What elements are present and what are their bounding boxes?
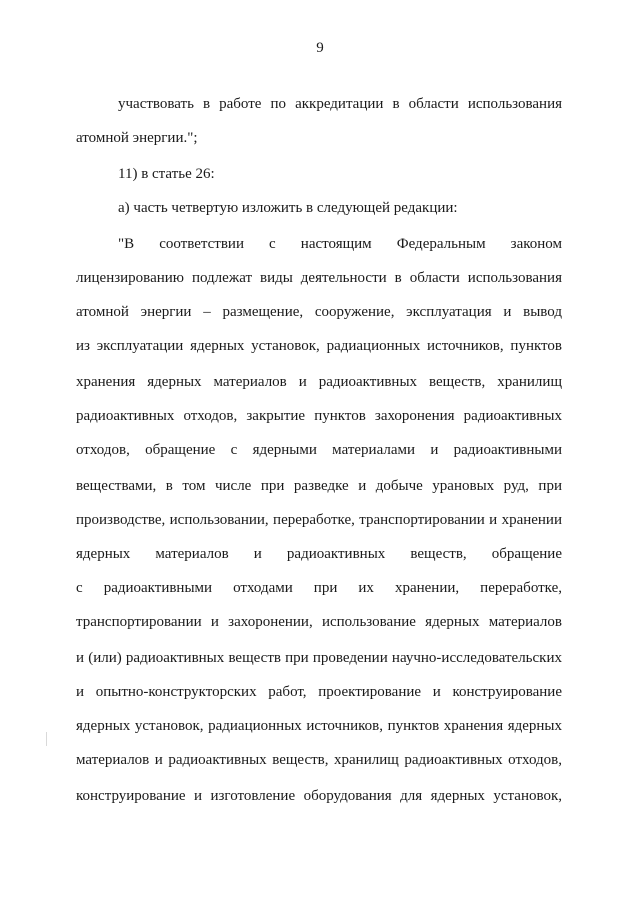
text-line: атомной энергии – размещение, сооружение, эксплуатация и вывод — [76, 304, 562, 320]
text-line: 11) в статье 26: — [118, 166, 215, 182]
text-line: веществами, в том числе при разведке и добыче урановых руд, при — [76, 478, 562, 494]
text-line: а) часть четвертую изложить в следующей редакции: — [118, 200, 458, 216]
page-number: 9 — [316, 40, 324, 56]
text-line: транспортировании и захоронении, использование ядерных материалов — [76, 614, 562, 630]
text-line: ядерных установок, радиационных источников, пунктов хранения ядерных — [76, 718, 562, 734]
text-line: лицензированию подлежат виды деятельности в области использования — [76, 270, 562, 286]
text-line: материалов и радиоактивных веществ, хранилищ радиоактивных отходов, — [76, 752, 562, 768]
text-line: хранения ядерных материалов и радиоактивных веществ, хранилищ — [76, 374, 562, 390]
text-line: отходов, обращение с ядерными материалами и радиоактивными — [76, 442, 562, 458]
text-line: радиоактивных отходов, закрытие пунктов захоронения радиоактивных — [76, 408, 562, 424]
text-line: производстве, использовании, переработке, транспортировании и хранении — [76, 512, 562, 528]
text-line: ядерных материалов и радиоактивных веществ, обращение — [76, 546, 562, 562]
text-line: конструирование и изготовление оборудования для ядерных установок, — [76, 788, 562, 804]
text-line: из эксплуатации ядерных установок, радиационных источников, пунктов — [76, 338, 562, 354]
margin-mark — [46, 732, 47, 746]
text-line: "В соответствии с настоящим Федеральным законом — [118, 236, 562, 252]
text-line: и опытно-конструкторских работ, проектирование и конструирование — [76, 684, 562, 700]
text-line: с радиоактивными отходами при их хранении, переработке, — [76, 580, 562, 596]
text-line: и (или) радиоактивных веществ при проведении научно-исследовательских — [76, 650, 562, 666]
text-line: участвовать в работе по аккредитации в области использования — [118, 96, 562, 112]
text-line: атомной энергии."; — [76, 130, 198, 146]
